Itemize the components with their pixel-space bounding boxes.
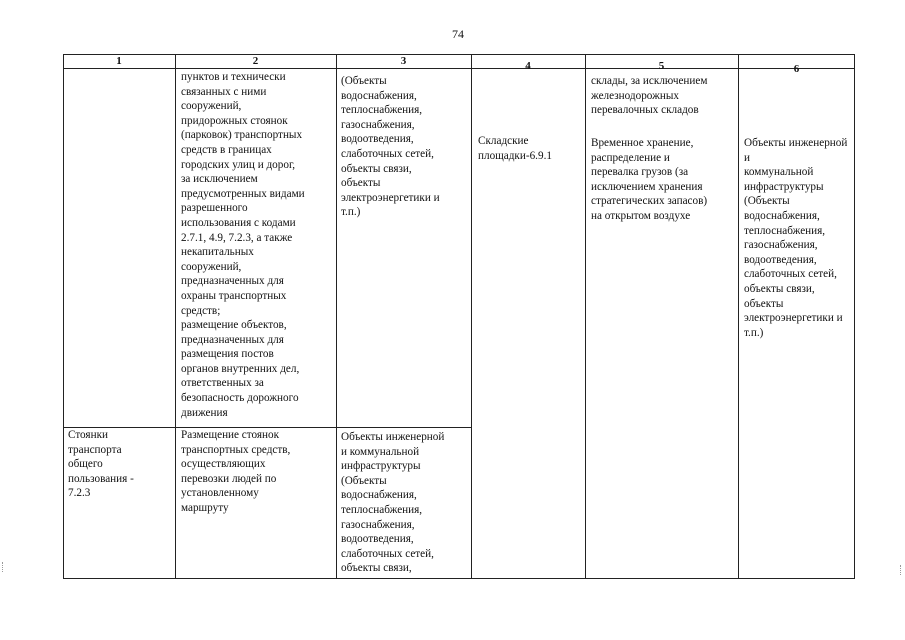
scan-mark-right [900,565,902,575]
row1-col2-text: пунктов и технически связанных с ними сооружений, придорожных стоянок (парковок) транспортных средств в границах городских улиц и дорог, за исключением предусмотренных видами разрешенного использования с кодами 2.7.1, 4.9, 7.2.3, а также некапитальных сооружений, предназначенных для охраны транспортных средств; размещение объектов, предназначенных для размещения постов органов внутренних дел, ответственных за безопасность дорожного движения [181,71,305,419]
zoning-table [63,54,855,579]
row1-col6-text: Объекты инженерной и коммунальной инфраструктуры (Объекты водоснабжения, теплоснабжения, газоснабжения, водоотведения, слаботочных сетей, объекты связи, объекты электроэнергетики и т.п.) [744,137,848,339]
col-divider-3 [471,54,472,579]
header-col-2: 2 [252,55,259,67]
row2-col3-text: Объекты инженерной и коммунальной инфраструктуры (Объекты водоснабжения, теплоснабжения, газоснабжения, водоотведения, слаботочных сетей, объекты связи, [341,431,445,575]
row2-col1-text: Стоянки транспорта общего пользования - 7.2.3 [68,429,134,500]
col-divider-4 [585,54,586,579]
row2-col2-text: Размещение стоянок транспортных средств, осуществляющих перевозки людей по установленному маршруту [181,429,291,514]
row1-col5-top-text: склады, за исключением железнодорожных перевалочных складов [591,75,708,117]
header-col-6: 6 [793,63,800,75]
row1-col4-text: Складские площадки-6.9.1 [478,135,552,162]
header-col-3: 3 [400,55,407,67]
header-col-1: 1 [116,55,122,67]
header-col-5: 5 [658,60,665,72]
header-col-4: 4 [525,60,531,72]
row1-col5-bottom-text: Временное хранение, распределение и перевалка грузов (за исключением хранения стратегических запасов) на открытом воздухе [591,137,708,222]
col-divider-2 [336,54,337,579]
page-number: 74 [452,27,464,41]
col-divider-5 [738,54,739,579]
col-divider-1 [175,54,176,579]
row1-col3-text: (Объекты водоснабжения, теплоснабжения, газоснабжения, водоотведения, слаботочных сетей, объекты связи, объекты электроэнергетики и т.п.) [341,75,440,219]
scan-mark-left [2,562,4,572]
